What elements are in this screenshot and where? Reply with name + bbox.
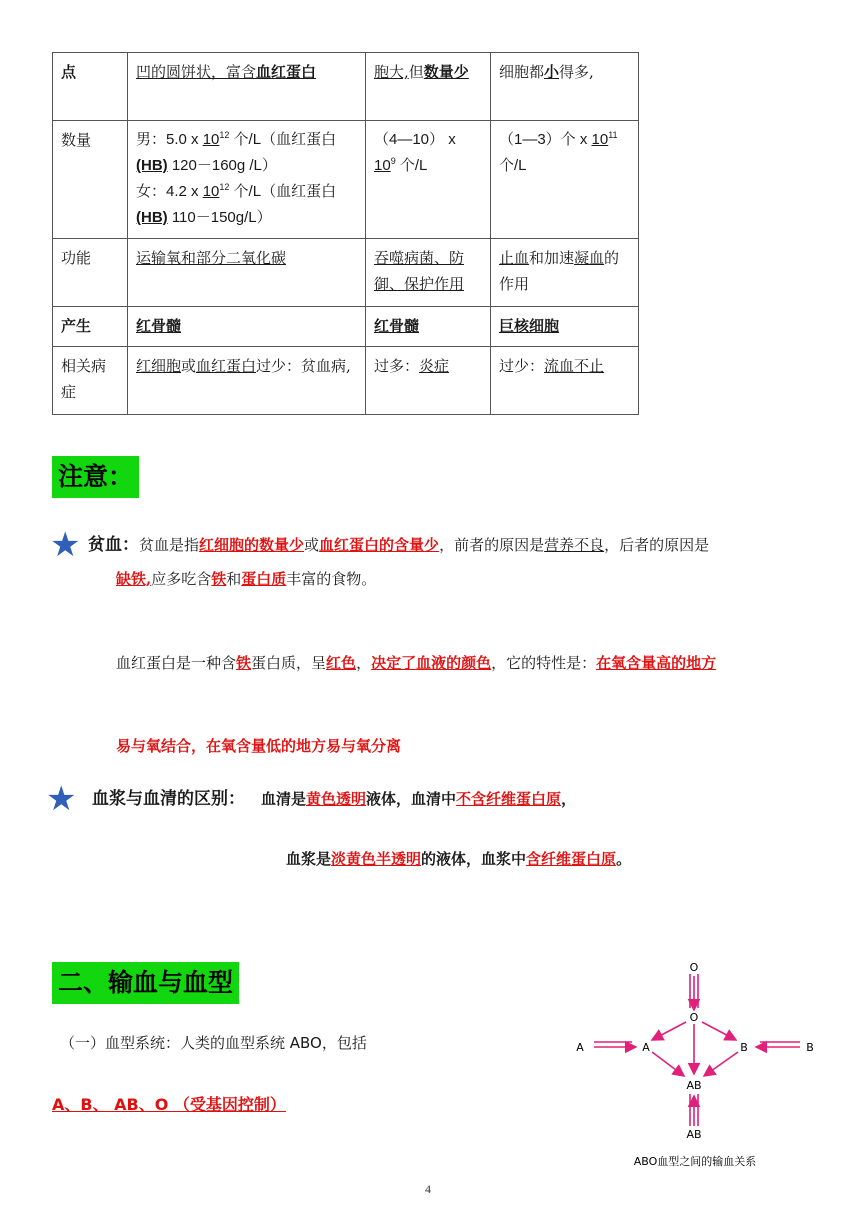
row-header: 产生 bbox=[53, 307, 128, 347]
plasma-serum-line1: 血浆与血清的区别： 血清是黄色透明液体，血清中不含纤维蛋白原， bbox=[92, 789, 577, 809]
table-cell: 止血和加速凝血的作用 bbox=[491, 239, 639, 307]
section-heading: 二、输血与血型 bbox=[52, 962, 239, 1004]
diagram-caption: ABO血型之间的输血关系 bbox=[633, 1155, 757, 1168]
transfusion-diagram bbox=[560, 956, 830, 1176]
table-cell: 吞噬病菌、防御、保护作用 bbox=[366, 239, 491, 307]
table-cell: 运输氧和部分二氧化碳 bbox=[128, 239, 366, 307]
table-row bbox=[53, 53, 639, 121]
star-icon: ★ bbox=[50, 525, 81, 565]
table-row bbox=[53, 307, 639, 347]
row-header: 数量 bbox=[53, 121, 128, 239]
table-cell: 细胞都小得多, bbox=[491, 53, 639, 121]
arrow bbox=[652, 1022, 686, 1040]
arrow bbox=[702, 1022, 736, 1040]
blood-cell-table bbox=[52, 52, 639, 415]
row-header: 功能 bbox=[53, 239, 128, 307]
table-cell: 红细胞或血红蛋白过少：贫血病, bbox=[128, 347, 366, 415]
node-o-mid: O bbox=[689, 1011, 699, 1024]
star-icon: ★ bbox=[46, 779, 77, 819]
table-cell: （1—3）个 x $10^{11}$ 个/L bbox=[491, 121, 639, 239]
node-a-mid: A bbox=[642, 1041, 650, 1054]
node-a-left: A bbox=[576, 1041, 584, 1054]
table-cell: 男：5.0 x $10^{12}$ 个/L（血红蛋白 (HB) 120－160g /L） 女：4.2 x $10^{12}$ 个/L（血红蛋白 (HB) 110－150g/L） bbox=[128, 121, 366, 239]
table-cell: 过少：流血不止 bbox=[491, 347, 639, 415]
anemia-paragraph-cont: 缺铁,应多吃含铁和蛋白质丰富的食物。 bbox=[116, 570, 377, 588]
table-row bbox=[53, 239, 639, 307]
table-row bbox=[53, 121, 639, 239]
hemoglobin-paragraph: 血红蛋白是一种含铁蛋白质，呈红色，决定了血液的颜色，它的特性是：在氧含量高的地方 bbox=[116, 654, 717, 672]
node-o-top: O bbox=[689, 961, 699, 974]
plasma-serum-line2: 血浆是淡黄色半透明的液体，血浆中含纤维蛋白原。 bbox=[286, 850, 632, 868]
table-cell: （4—10） x $10^9$ 个/L bbox=[366, 121, 491, 239]
blood-type-system-text: （一）血型系统：人类的血型系统 ABO，包括 bbox=[60, 1034, 367, 1052]
table-cell: 胞大,但数量少 bbox=[366, 53, 491, 121]
page-number: 4 bbox=[425, 1182, 431, 1196]
blood-types-list: A、B、 AB、O （受基因控制） bbox=[52, 1095, 286, 1114]
table-cell: 红骨髓 bbox=[366, 307, 491, 347]
arrow bbox=[704, 1052, 738, 1076]
table-row bbox=[53, 347, 639, 415]
notice-heading: 注意： bbox=[52, 456, 139, 498]
node-b-mid: B bbox=[740, 1041, 748, 1054]
row-header: 点 bbox=[53, 53, 128, 121]
arrow bbox=[652, 1052, 684, 1076]
hemoglobin-paragraph-cont: 易与氧结合，在氧含量低的地方易与氧分离 bbox=[116, 737, 402, 755]
table-cell: 红骨髓 bbox=[128, 307, 366, 347]
table-cell: 过多：炎症 bbox=[366, 347, 491, 415]
node-ab-bottom: AB bbox=[686, 1128, 702, 1141]
node-ab-mid: AB bbox=[686, 1079, 702, 1092]
table-cell: 凹的圆饼状，富含血红蛋白 bbox=[128, 53, 366, 121]
row-header: 相关病症 bbox=[53, 347, 128, 415]
node-b-right: B bbox=[806, 1041, 814, 1054]
table-cell: 巨核细胞 bbox=[491, 307, 639, 347]
anemia-paragraph: 贫血：贫血是指红细胞的数量少或血红蛋白的含量少，前者的原因是营养不良，后者的原因是 bbox=[88, 535, 710, 555]
